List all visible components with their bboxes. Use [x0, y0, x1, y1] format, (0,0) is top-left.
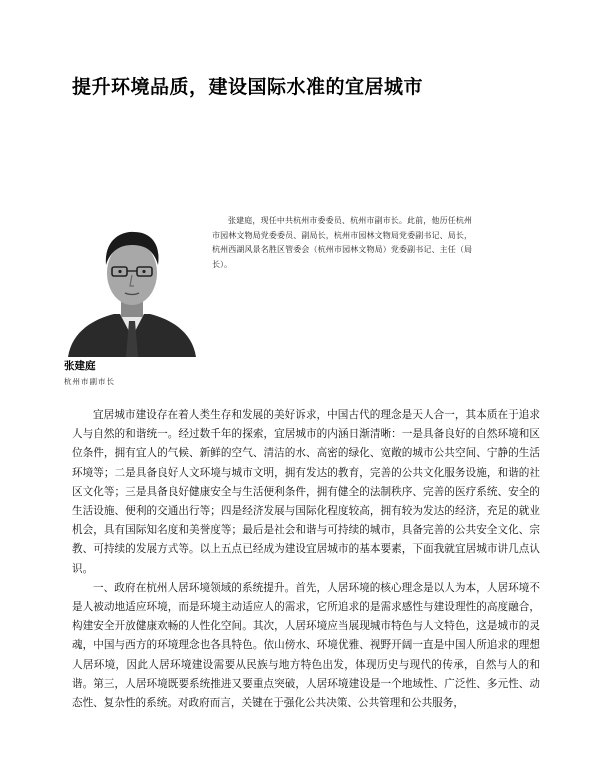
author-name: 张建庭 — [64, 360, 96, 372]
body-paragraph: 宜居城市建设存在着人类生存和发展的美好诉求，中国古代的理念是天人合一，其本质在于追求人与自然的和谐统一。经过数千年的探索，宜居城市的内涵日渐清晰：一是具备良好的自然环境和区位条件，拥有宜人的气候、新鲜的空气、清洁的水、高密的绿化、宽敞的城市公共空间、宁静的生活环境等；二是具备良好人文环境与城市文明，拥有发达的教育，完善的公共文化服务设施，和谐的社区文化等；三是具备良好健康安全与生活便利条件，拥有健全的法制秩序、完善的医疗系统、安全的生活设施、便利的交通出行等；四是经济发展与国际化程度较高，拥有较为发达的经济，充足的就业机会，具有国际知名度和美誉度等；最后是社会和谐与可持续的城市，具备完善的公共安全文化、宗教、可持续的发展方式等。以上五点已经成为建设宜居城市的基本要素，下面我就宜居城市讲几点认识。 — [72, 409, 540, 575]
body-paragraph: 一、政府在杭州人居环境领域的系统提升。首先，人居环境的核心理念是以人为本，人居环境不是人被动地适应环境，而是环境主动适应人的需求，它所追求的是需求感性与建设理性的高度融合，构建安全开放健康欢畅的人性化空间。其次，人居环境应当展现城市特色与人文特色，这是城市的灵魂，中国与西方的环境理念也各具特色。依山傍水、环境优雅、视野开阔一直是中国人所追求的理想人居环境，因此人居环境建设需要从民族与地方特色出发，体现历史与现代的传承，自然与人的和谐。第三，人居环境既要系统推进又要重点突破，人居环境建设是一个地域性、广泛性、多元性、动态性、复杂性的系统。对政府而言，关键在于强化公共决策、公共管理和公共服务， — [72, 581, 540, 710]
author-photo — [64, 213, 200, 357]
author-bio: 张建庭，现任中共杭州市委委员、杭州市副市长。此前，他历任杭州市园林文物局党委委员、副局长，杭州市园林文物局党委副书记、局长，杭州西湖风景名胜区管委会（杭州市园林文物局）党委副书记、主任（局长）。 — [212, 216, 472, 269]
article-body — [72, 406, 540, 713]
article-title: 提升环境品质，建设国际水准的宜居城市 — [72, 76, 424, 98]
author-position: 杭州市副市长 — [64, 377, 115, 386]
